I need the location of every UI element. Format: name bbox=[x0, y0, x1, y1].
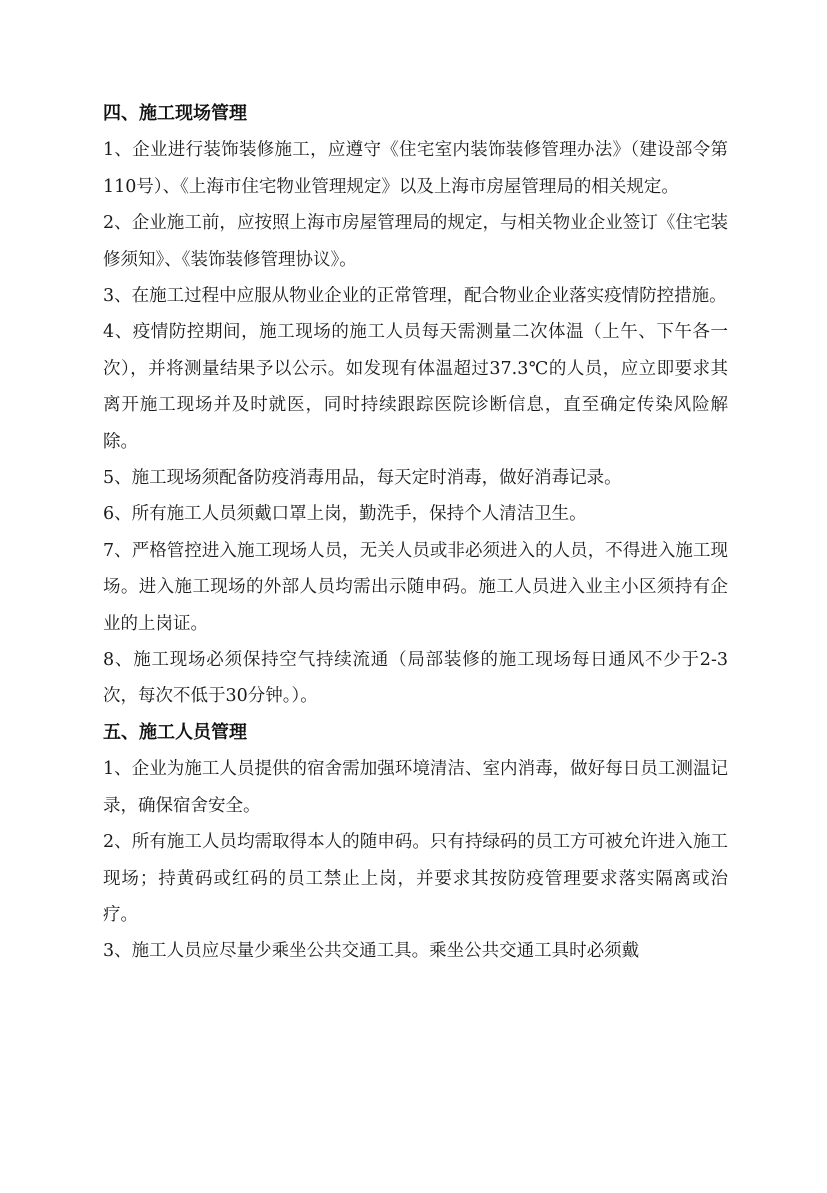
list-item: 3、在施工过程中应服从物业企业的正常管理，配合物业企业落实疫情防控措施。 bbox=[103, 286, 727, 307]
document-body bbox=[103, 96, 728, 970]
list-item: 1、企业为施工人员提供的宿舍需加强环境清洁、室内消毒，做好每日员工测温记录，确保宿舍安全。 bbox=[103, 759, 728, 816]
list-item: 5、施工现场须配备防疫消毒用品，每天定时消毒，做好消毒记录。 bbox=[103, 468, 622, 489]
section-heading-personnel-management: 五、施工人员管理 bbox=[103, 721, 247, 743]
list-item: 1、企业进行装饰装修施工，应遵守《住宅室内装饰装修管理办法》（建设部令第110号）、《上海市住宅物业管理规定》以及上海市房屋管理局的相关规定。 bbox=[103, 140, 728, 197]
list-item: 6、所有施工人员须戴口罩上岗，勤洗手，保持个人清洁卫生。 bbox=[103, 504, 587, 525]
list-item: 2、所有施工人员均需取得本人的随申码。只有持绿码的员工方可被允许进入施工现场；持黄码或红码的员工禁止上岗，并要求其按防疫管理要求落实隔离或治疗。 bbox=[103, 832, 728, 925]
list-item: 7、严格管控进入施工现场人员，无关人员或非必须进入的人员，不得进入施工现场。进入施工现场的外部人员均需出示随申码。施工人员进入业主小区须持有企业的上岗证。 bbox=[103, 540, 728, 634]
list-item: 4、疫情防控期间，施工现场的施工人员每天需测量二次体温（上午、下午各一次），并将测量结果予以公示。如发现有体温超过37.3℃的人员，应立即要求其离开施工现场并及时就医，同时持续跟踪医院诊断信息，直至确定传染风险解除。 bbox=[103, 322, 728, 452]
list-item: 8、施工现场必须保持空气持续流通（局部装修的施工现场每日通风不少于2-3次，每次不低于30分钟。）。 bbox=[103, 650, 728, 707]
list-item: 3、施工人员应尽量少乘坐公共交通工具。乘坐公共交通工具时必须戴 bbox=[103, 941, 640, 962]
section-heading-site-management: 四、施工现场管理 bbox=[103, 103, 247, 124]
list-item: 2、企业施工前，应按照上海市房屋管理局的规定，与相关物业企业签订《住宅装修须知》、《装饰装修管理协议》。 bbox=[103, 213, 728, 270]
